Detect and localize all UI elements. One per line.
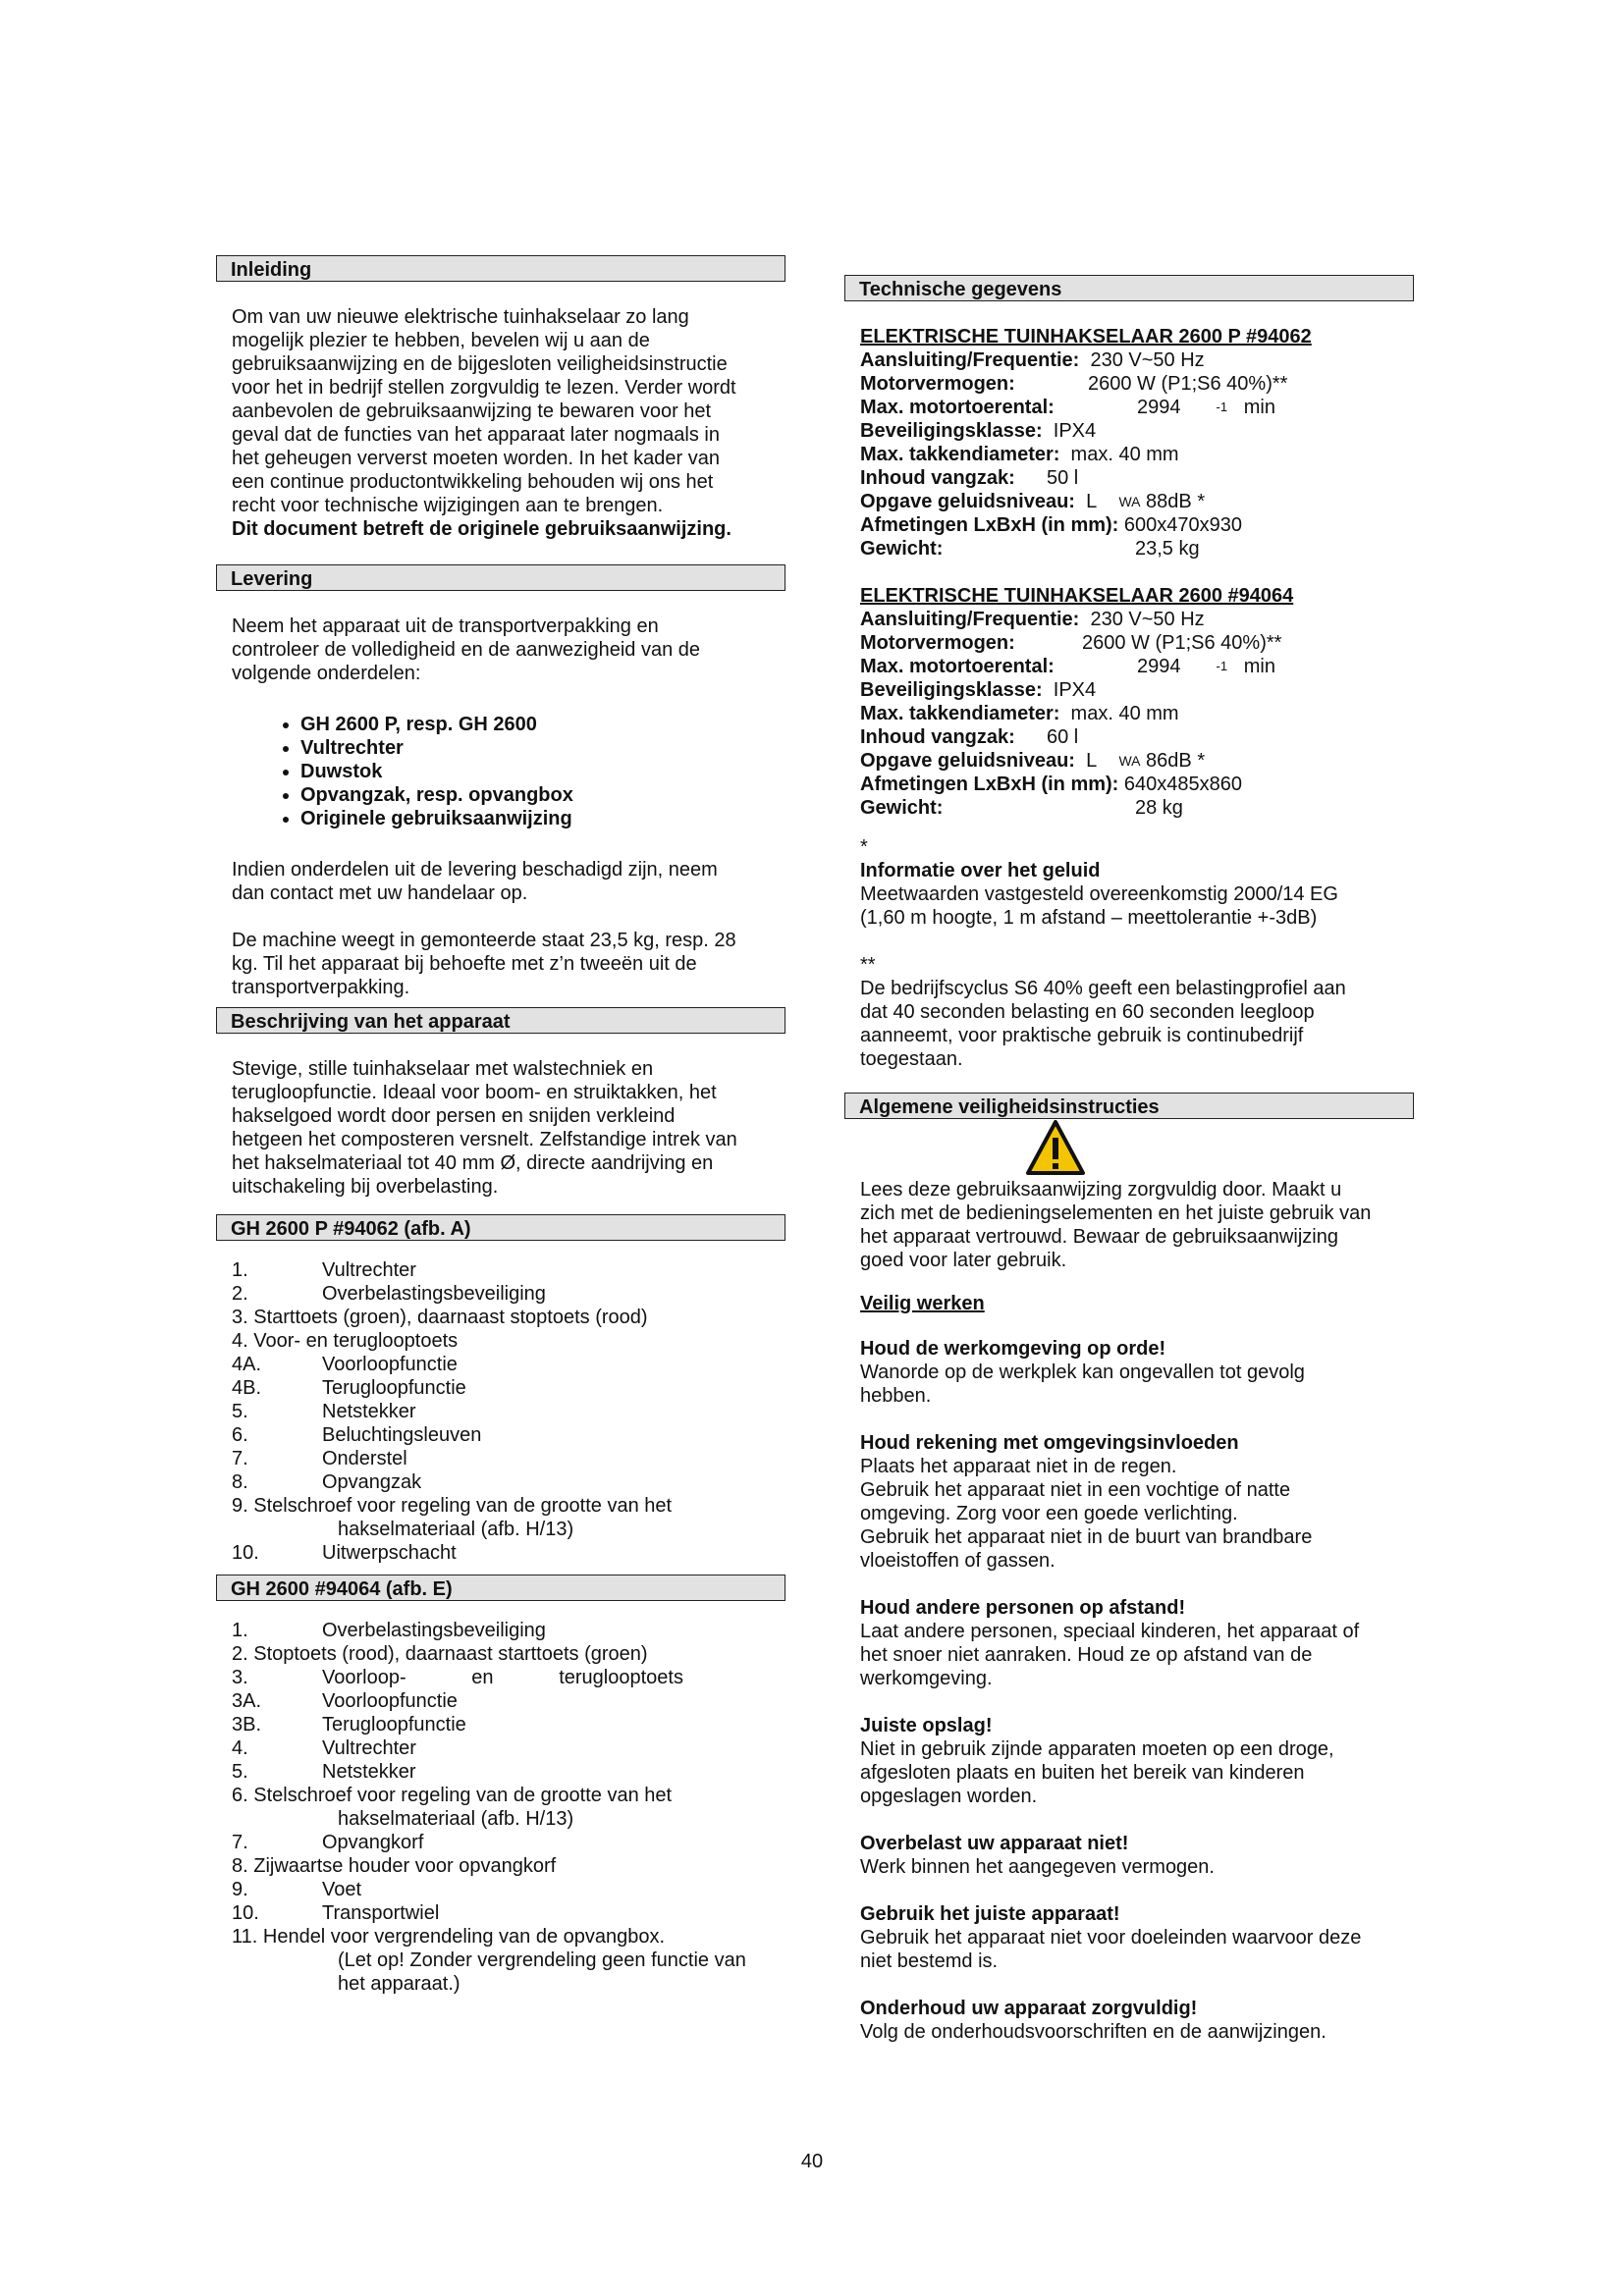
list-item bbox=[232, 1376, 770, 1400]
item-number: 8. bbox=[232, 1471, 248, 1493]
spec-model-94062: ELEKTRISCHE TUINHAKSELAAR 2600 P #94062 Aansluiting/Frequentie: 230 V~50 Hz Motorvermogen: 2600 W (P1;S6 40%)** Max. motortoerental: 2994 -1 min Beveiligingsklasse: IPX4 Max. takkendiameter: max. 40 mm Inhoud vangzak: 50 l Opgave geluidsniveau: L WA 88dB * Afmetingen LxBxH (in mm): 600x470x930 Gewicht: 23,5 kg bbox=[844, 325, 1414, 561]
item-text: Uitwerpschacht bbox=[322, 1542, 457, 1564]
list-item bbox=[232, 1329, 770, 1353]
model-heading: ELEKTRISCHE TUINHAKSELAAR 2600 #94064 bbox=[860, 585, 1294, 607]
section-header-inleiding: Inleiding bbox=[216, 255, 785, 282]
item-text: Opvangkorf bbox=[322, 1832, 424, 1853]
item-number: 3. bbox=[232, 1667, 248, 1688]
item-text: 11. Hendel voor vergrendeling van de opvangbox. bbox=[232, 1926, 666, 1948]
item-text: Overbelastingsbeveiliging bbox=[322, 1283, 546, 1305]
item-text: Beluchtingsleuven bbox=[322, 1424, 482, 1446]
levering-intro: Neem het apparaat uit de transportverpakking en controleer de volledigheid en de aanwezigheid van de volgende onderdelen: bbox=[232, 615, 701, 684]
item-text: 3. Starttoets (groen), daarnaast stoptoets (rood) bbox=[232, 1307, 648, 1328]
item-text: het apparaat.) bbox=[338, 1973, 460, 1995]
list-item bbox=[232, 1400, 770, 1423]
list-item bbox=[232, 1713, 770, 1736]
item-text: 8. Zijwaartse houder voor opvangkorf bbox=[232, 1855, 557, 1877]
item-text: Onderstel bbox=[322, 1448, 407, 1469]
safety-section bbox=[860, 1832, 1398, 1879]
item-number: 4B. bbox=[232, 1377, 262, 1399]
page-number: 40 bbox=[800, 2151, 824, 2172]
safety-section-line: het snoer niet aanraken. Houd ze op afstand van de bbox=[860, 1644, 1313, 1666]
list-item bbox=[232, 1518, 770, 1541]
item-number: 4A. bbox=[232, 1354, 262, 1375]
list-item bbox=[232, 1642, 770, 1666]
safety-section-line: opgeslagen worden. bbox=[860, 1786, 1038, 1807]
item-number: 7. bbox=[232, 1832, 248, 1853]
model-heading: ELEKTRISCHE TUINHAKSELAAR 2600 P #94062 bbox=[860, 326, 1312, 347]
warning-area bbox=[844, 1119, 1267, 1178]
safety-section-title: Houd andere personen op afstand! bbox=[860, 1597, 1186, 1619]
list-item bbox=[232, 1258, 770, 1282]
safety-section-line: omgeving. Zorg voor een goede verlichting. bbox=[860, 1503, 1238, 1524]
safety-section-line: Wanorde op de werkplek kan ongevallen tot gevolg bbox=[860, 1362, 1305, 1383]
safety-section bbox=[860, 1337, 1398, 1408]
item-text: Voorloopfunctie bbox=[322, 1354, 458, 1375]
item-text: Opvangzak bbox=[322, 1471, 422, 1493]
item-text: Terugloopfunctie bbox=[322, 1714, 466, 1735]
safety-section-line: afgesloten plaats en buiten het bereik van kinderen bbox=[860, 1762, 1305, 1784]
safety-section-line: Gebruik het apparaat niet in een vochtige of natte bbox=[860, 1479, 1291, 1501]
safety-section-title: Gebruik het juiste apparaat! bbox=[860, 1903, 1120, 1925]
safety-sections bbox=[844, 1337, 1414, 2044]
item-number: 4. bbox=[232, 1737, 248, 1759]
safety-section-line: Werk binnen het aangegeven vermogen. bbox=[860, 1856, 1215, 1878]
item-number: 10. bbox=[232, 1542, 259, 1564]
safety-section-line: niet bestemd is. bbox=[860, 1950, 999, 1972]
levering-damage-note: Indien onderdelen uit de levering beschadigd zijn, neem dan contact met uw handelaar op. bbox=[232, 859, 718, 904]
item-text: Vultrechter bbox=[322, 1259, 416, 1281]
list-item bbox=[232, 1353, 770, 1376]
item-text: Vultrechter bbox=[322, 1737, 416, 1759]
list-item bbox=[232, 1972, 770, 1996]
safety-section-line: Gebruik het apparaat niet voor doeleinden waarvoor deze bbox=[860, 1927, 1362, 1949]
list-item bbox=[232, 1282, 770, 1306]
item-text: Overbelastingsbeveiliging bbox=[322, 1620, 546, 1641]
safety-section-line: Laat andere personen, speciaal kinderen, het apparaat of bbox=[860, 1621, 1360, 1642]
list-item bbox=[232, 1784, 770, 1807]
beschrijving-text: Stevige, stille tuinhakselaar met walstechniek en terugloopfunctie. Ideaal voor boom- en struiktakken, het hakselgoed wordt door persen en snijden verkleind hetgeen het composteren versnelt. Zelfstandige intrek van het hakselmateriaal tot 40 mm Ø, directe aandrijving en uitschakeling bij overbelasting. bbox=[232, 1058, 737, 1198]
safety-section bbox=[860, 1902, 1398, 1973]
item-number: 1. bbox=[232, 1620, 248, 1641]
section-header-beschrijving: Beschrijving van het apparaat bbox=[216, 1007, 785, 1034]
safety-section-title: Onderhoud uw apparaat zorgvuldig! bbox=[860, 1998, 1198, 2019]
list-item bbox=[232, 1423, 770, 1447]
safety-section-title: Houd rekening met omgevingsinvloeden bbox=[860, 1432, 1239, 1454]
list-item: • GH 2600 P, resp. GH 2600 bbox=[300, 713, 785, 736]
item-text: Terugloopfunctie bbox=[322, 1377, 466, 1399]
list-item: • Opvangzak, resp. opvangbox bbox=[300, 783, 785, 807]
list-item bbox=[232, 1306, 770, 1329]
item-text: Netstekker bbox=[322, 1401, 416, 1422]
list-item bbox=[232, 1901, 770, 1925]
list-item bbox=[232, 1949, 770, 1972]
list-item bbox=[232, 1878, 770, 1901]
item-number: 2. bbox=[232, 1283, 248, 1305]
section-header-levering: Levering bbox=[216, 564, 785, 591]
duty-cycle-footnote: ** De bedrijfscyclus S6 40% geeft een belastingprofiel aan dat 40 seconden belasting en 60 seconden leegloop aanneemt, voor praktische gebruik is continubedrijf toegestaan. bbox=[860, 954, 1346, 1070]
list-item: • Vultrechter bbox=[300, 736, 785, 760]
safety-section-title: Houd de werkomgeving op orde! bbox=[860, 1338, 1166, 1360]
safety-section-title: Juiste opslag! bbox=[860, 1715, 993, 1736]
safety-section bbox=[860, 1997, 1398, 2044]
list-item bbox=[232, 1854, 770, 1878]
veilig-werken-heading: Veilig werken bbox=[860, 1293, 985, 1314]
section-header-gh2600p: GH 2600 P #94062 (afb. A) bbox=[216, 1214, 785, 1241]
gh2600-parts-list bbox=[216, 1619, 785, 1996]
safety-section bbox=[860, 1714, 1398, 1808]
list-item bbox=[232, 1736, 770, 1760]
item-number: 10. bbox=[232, 1902, 259, 1924]
list-item bbox=[232, 1666, 770, 1689]
safety-section-line: vloeistoffen of gassen. bbox=[860, 1550, 1056, 1572]
levering-weight-note: De machine weegt in gemonteerde staat 23,5 kg, resp. 28 kg. Til het apparaat bij behoefte met z’n tweeën uit de transportverpakking. bbox=[232, 930, 736, 998]
item-text: hakselmateriaal (afb. H/13) bbox=[338, 1808, 574, 1830]
item-number: 5. bbox=[232, 1401, 248, 1422]
item-number: 3A. bbox=[232, 1690, 262, 1712]
safety-section-line: Volg de onderhoudsvoorschriften en de aanwijzingen. bbox=[860, 2021, 1326, 2043]
item-number: 5. bbox=[232, 1761, 248, 1783]
spec-model-94064: ELEKTRISCHE TUINHAKSELAAR 2600 #94064 Aansluiting/Frequentie: 230 V~50 Hz Motorvermogen: 2600 W (P1;S6 40%)** Max. motortoerental: 2994 -1 min Beveiligingsklasse: IPX4 Max. takkendiameter: max. 40 mm Inhoud vangzak: 60 l Opgave geluidsniveau: L WA 86dB * Afmetingen LxBxH (in mm): 640x485x860 Gewicht: 28 kg bbox=[844, 584, 1414, 820]
safety-section-line: Plaats het apparaat niet in de regen. bbox=[860, 1456, 1177, 1477]
item-text: Transportwiel bbox=[322, 1902, 440, 1924]
inleiding-text: Om van uw nieuwe elektrische tuinhakselaar zo lang mogelijk plezier te hebben, bevelen wij u aan de gebruiksaanwijzing en de bijgesloten veiligheidsinstructie voor het in bedrijf stellen zorgvuldig te lezen. Verder wordt aanbevolen de gebruiksaanwijzing te bewaren voor het geval dat de functies van het apparaat later nogmaals in het geheugen ververst moeten worden. In het kader van een continue productontwikkeling behouden wij ons het recht voor technische wijzigingen aan te brengen. Dit document betreft de originele gebruiksaanwijzing. bbox=[216, 305, 785, 541]
list-item bbox=[232, 1447, 770, 1470]
item-number: 7. bbox=[232, 1448, 248, 1469]
list-item bbox=[232, 1494, 770, 1518]
safety-section bbox=[860, 1596, 1398, 1690]
item-number: 1. bbox=[232, 1259, 248, 1281]
item-text: 4. Voor- en teruglooptoets bbox=[232, 1330, 459, 1352]
left-column bbox=[216, 255, 785, 1996]
veiligheid-intro: Lees deze gebruiksaanwijzing zorgvuldig door. Maakt u zich met de bedieningselementen en het juiste gebruik van het apparaat vertrouwd. Bewaar de gebruiksaanwijzing goed voor later gebruik. bbox=[860, 1179, 1372, 1271]
list-item bbox=[232, 1760, 770, 1784]
item-text: hakselmateriaal (afb. H/13) bbox=[338, 1519, 574, 1540]
safety-section-line: Gebruik het apparaat niet in de buurt van brandbare bbox=[860, 1526, 1313, 1548]
list-item bbox=[232, 1807, 770, 1831]
item-text: Voorloop- en teruglooptoets bbox=[322, 1667, 683, 1688]
section-header-gh2600: GH 2600 #94064 (afb. E) bbox=[216, 1575, 785, 1601]
item-text: Voet bbox=[322, 1879, 362, 1900]
right-column bbox=[844, 275, 1414, 2067]
list-item bbox=[232, 1470, 770, 1494]
warning-triangle-icon bbox=[1025, 1119, 1086, 1176]
item-text: 9. Stelschroef voor regeling van de grootte van het bbox=[232, 1495, 673, 1517]
levering-parts-list bbox=[216, 713, 785, 830]
list-item: • Duwstok bbox=[300, 760, 785, 783]
item-text: Netstekker bbox=[322, 1761, 416, 1783]
item-text: (Let op! Zonder vergrendeling geen functie van bbox=[338, 1949, 746, 1971]
list-item: • Originele gebruiksaanwijzing bbox=[300, 807, 785, 830]
safety-section-line: werkomgeving. bbox=[860, 1668, 993, 1689]
list-item bbox=[232, 1831, 770, 1854]
safety-section-line: Niet in gebruik zijnde apparaten moeten op een droge, bbox=[860, 1738, 1334, 1760]
item-text: Voorloopfunctie bbox=[322, 1690, 458, 1712]
item-text: 6. Stelschroef voor regeling van de grootte van het bbox=[232, 1785, 673, 1806]
section-header-veiligheid: Algemene veiligheidsinstructies bbox=[844, 1093, 1414, 1119]
original-manual-note: Dit document betreft de originele gebruiksaanwijzing. bbox=[232, 518, 731, 540]
safety-section bbox=[860, 1431, 1398, 1573]
item-number: 6. bbox=[232, 1424, 248, 1446]
safety-section-line: hebben. bbox=[860, 1385, 932, 1407]
gh2600p-parts-list bbox=[216, 1258, 785, 1565]
item-number: 9. bbox=[232, 1879, 248, 1900]
sound-footnote: * Informatie over het geluid Meetwaarden vastgesteld overeenkomstig 2000/14 EG (1,60 m hoogte, 1 m afstand – meettolerantie +-3dB) bbox=[860, 836, 1338, 929]
section-header-technische: Technische gegevens bbox=[844, 275, 1414, 301]
list-item bbox=[232, 1925, 770, 1949]
list-item bbox=[232, 1619, 770, 1642]
list-item bbox=[232, 1541, 770, 1565]
safety-section-title: Overbelast uw apparaat niet! bbox=[860, 1833, 1129, 1854]
item-text: 2. Stoptoets (rood), daarnaast starttoets (groen) bbox=[232, 1643, 648, 1665]
item-number: 3B. bbox=[232, 1714, 262, 1735]
list-item bbox=[232, 1689, 770, 1713]
